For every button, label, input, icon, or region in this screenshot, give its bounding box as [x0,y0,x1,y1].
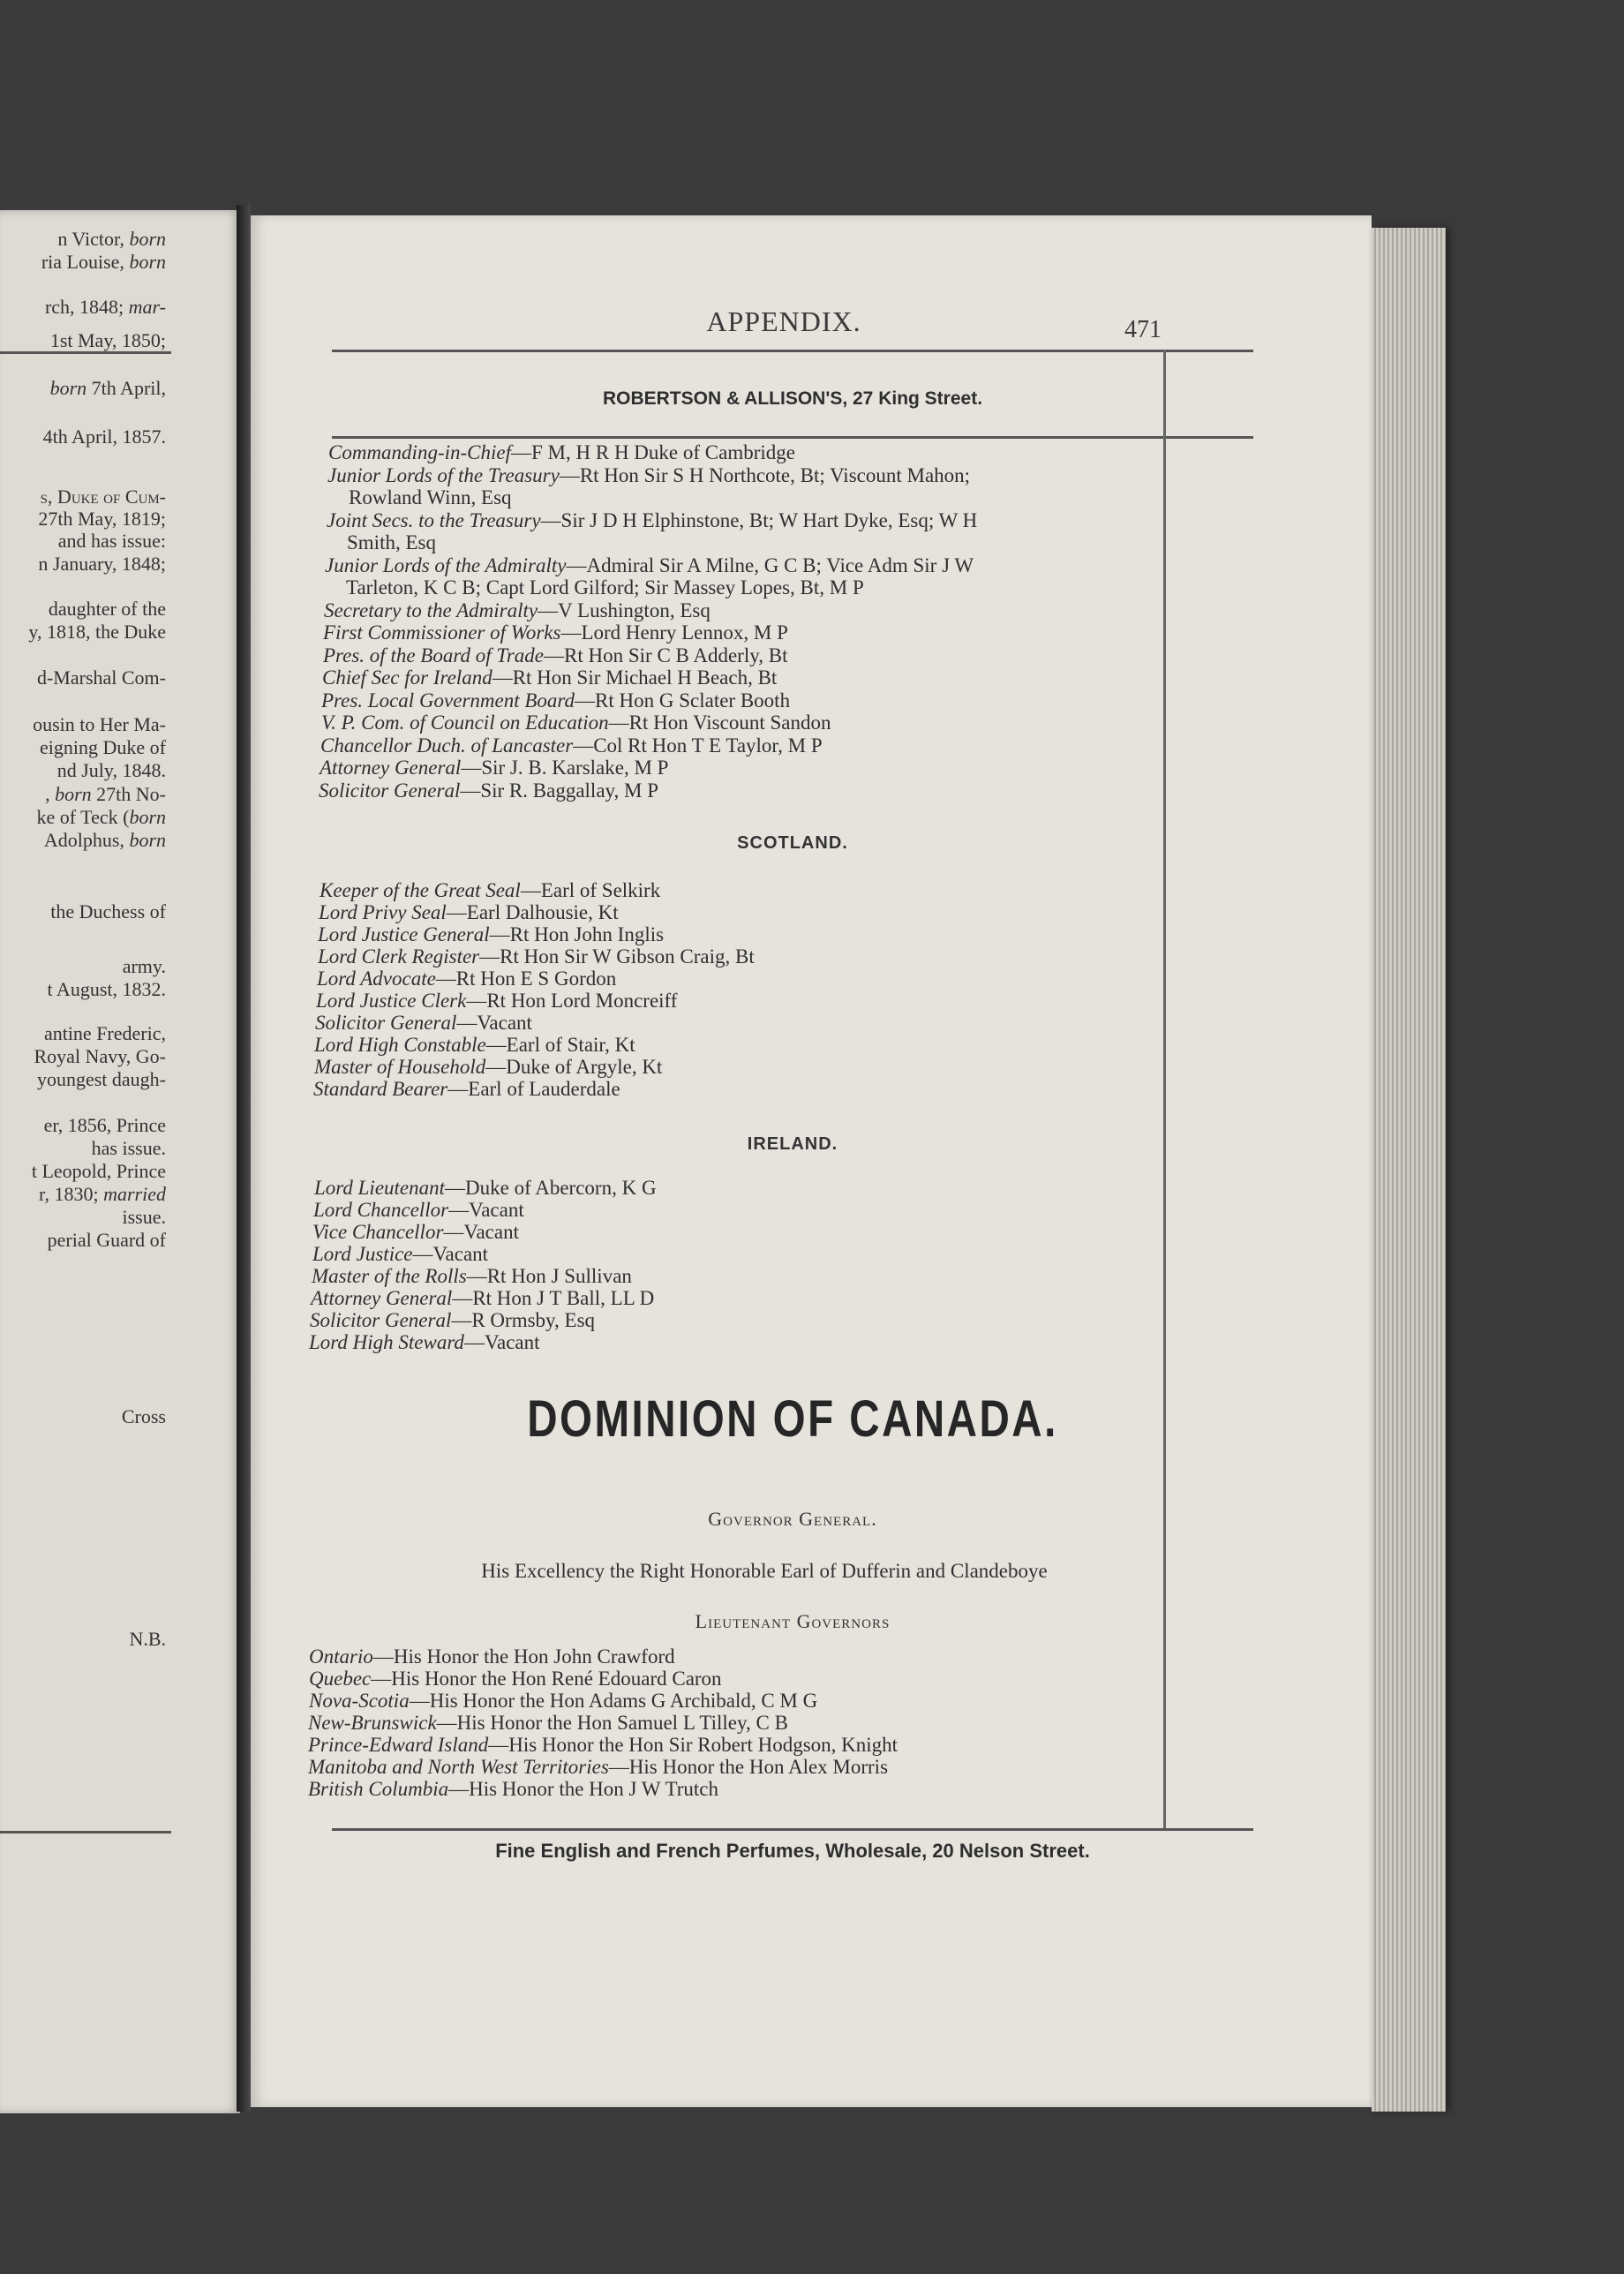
official-entry [309,1331,540,1353]
left-line-tail: 27th No- [91,783,166,805]
dominion-of-canada-title: DOMINION OF CANADA. [527,1390,1058,1448]
office-title: British Columbia [308,1778,449,1800]
office-holder: —Earl Dalhousie, Kt [446,901,619,923]
lieutenant-governors-heading: Lieutenant Governors [695,1610,891,1632]
office-holder: —His Honor the Hon Sir Robert Hodgson, Knight [488,1734,898,1756]
official-entry [320,757,668,779]
left-line-text: the Duchess of [50,900,166,922]
office-title: New-Brunswick [308,1712,437,1734]
left-page-line [41,251,166,274]
office-holder: —Sir J. B. Karslake, M P [461,757,669,779]
official-entry [319,901,619,923]
left-line-text: youngest daugh- [36,1068,166,1090]
left-line-text: army. [122,955,166,977]
left-line-text: rch, 1848; [44,296,129,318]
left-line-italic: born [129,251,166,273]
official-entry [346,576,864,599]
left-line-text: t Leopold, Prince [31,1160,166,1182]
left-page-line [37,666,166,689]
left-page-line [58,530,166,553]
official-entry [308,1756,888,1778]
office-title: Standard Bearer [313,1078,448,1100]
office-title: Solicitor General [319,779,461,802]
left-page-line [129,1628,166,1651]
left-line-text: n January, 1848; [38,553,166,575]
office-holder: Rowland Winn, Esq [349,486,512,508]
official-entry [349,486,512,508]
left-line-text: and has issue: [57,530,166,552]
office-title: Solicitor General [310,1309,452,1331]
office-title: Chief Sec for Ireland [322,666,492,689]
left-page-line [50,900,166,923]
left-line-text: eigning Duke of [40,736,166,758]
left-line-text: daughter of the [48,598,166,620]
page-header-title: APPENDIX. [706,305,861,337]
office-title: Lord High Constable [314,1034,486,1056]
left-page [0,210,240,2113]
official-entry [309,1690,817,1712]
scotland-heading: SCOTLAND. [737,833,848,853]
official-entry [323,621,788,644]
office-title: Pres. of the Board of Trade [323,644,545,666]
official-entry [328,441,795,463]
left-page-line [44,1022,166,1045]
office-holder: Tarleton, K C B; Capt Lord Gilford; Sir Massey Lopes, Bt, M P [346,576,864,599]
left-page-line [45,296,166,319]
official-entry [318,923,664,945]
right-page [251,215,1372,2107]
official-entry [347,531,436,553]
page-edges [1372,228,1446,2112]
left-page-footer-rule [0,1831,171,1834]
office-holder: —His Honor the Hon Adams G Archibald, C M G [409,1690,818,1712]
left-page-line [49,598,166,621]
official-entry [324,599,710,621]
office-title: Commanding-in-Chief [328,441,511,463]
left-page-line [43,425,166,448]
official-entry [318,945,755,968]
official-entry [321,712,831,734]
office-title: Manitoba and North West Territories [308,1756,609,1778]
left-line-italic: born [129,806,166,828]
office-holder: —Rt Hon G Sclater Booth [575,689,791,712]
office-holder: —Vacant [412,1243,489,1265]
left-line-text: has issue. [91,1137,166,1159]
office-holder: —Duke of Argyle, Kt [485,1056,663,1078]
official-entry [315,1012,532,1034]
office-holder: —Lord Henry Lennox, M P [560,621,788,644]
office-title: Master of the Rolls [312,1265,467,1287]
top-advertisement: ROBERTSON & ALLISON'S, 27 King Street. [602,388,983,409]
left-line-italic: born [129,228,166,250]
office-title: Nova-Scotia [309,1690,410,1712]
left-line-text: Adolphus, [43,829,130,851]
official-entry [312,1265,632,1287]
office-title: Lord Privy Seal [319,901,447,923]
office-title: Lord Chancellor [313,1199,449,1221]
left-line-text: t August, 1832. [47,978,166,1000]
left-line-text: er, 1856, Prince [43,1114,166,1136]
office-title: Lord Justice Clerk [316,990,467,1012]
office-holder: —Rt Hon Sir S H Northcote, Bt; Viscount Mahon; [559,463,971,486]
ireland-heading: IRELAND. [747,1134,838,1154]
office-holder: Smith, Esq [347,531,436,553]
office-holder: —Vacant [456,1012,532,1034]
office-holder: —Rt Hon J Sullivan [466,1265,632,1287]
left-page-line [38,553,166,576]
office-title: V. P. Com. of Council on Education [321,712,609,734]
left-page-line [33,713,166,736]
office-holder: —R Ormsby, Esq [451,1309,596,1331]
official-entry [313,1078,620,1100]
office-title: Pres. Local Government Board [321,689,575,712]
left-page-line [39,1183,166,1206]
left-line-text: ria Louise, [41,251,130,273]
office-holder: —Rt Hon Sir W Gibson Craig, Bt [479,945,755,968]
left-line-text: nd July, 1848. [56,759,166,781]
left-line-text: 1st May, 1850; [49,329,166,351]
left-page-line [45,783,166,806]
official-entry [320,879,660,901]
left-line-text: Cross [121,1405,166,1427]
official-entry [314,1177,657,1199]
advert-rule [332,436,1253,439]
left-page-line [50,377,166,400]
left-line-italic: born [55,783,92,805]
left-line-text: Royal Navy, Go- [34,1045,166,1067]
header-rule [332,350,1253,352]
left-page-line [44,1114,166,1137]
page-number: 471 [1124,316,1162,343]
official-entry [308,1734,898,1756]
official-entry [323,644,787,666]
left-page-line [28,621,166,644]
official-entry [321,689,790,712]
left-page-line [34,1045,167,1068]
official-entry [325,554,974,576]
left-line-text: , [45,783,56,805]
left-line-text: issue. [122,1206,166,1228]
office-holder: —Sir J D H Elphinstone, Bt; W Hart Dyke, Esq; W H [540,508,978,531]
official-entry [322,666,777,689]
office-title: Lord Justice [312,1243,413,1265]
official-entry [317,968,616,990]
official-entry [320,734,823,757]
official-entry [312,1243,488,1265]
left-page-line [41,486,166,508]
left-line-italic: married [103,1183,166,1205]
left-line-text: 27th May, 1819; [38,508,166,530]
left-page-line [44,829,166,852]
left-line-smallcaps: s, Duke of Cum- [40,486,166,508]
office-holder: —Rt Hon E S Gordon [435,968,617,990]
office-title: Prince-Edward Island [308,1734,489,1756]
official-entry [309,1645,675,1668]
official-entry [314,1034,635,1056]
office-title: Lord Advocate [317,968,436,990]
office-title: Master of Household [314,1056,486,1078]
office-holder: —Rt Hon Viscount Sandon [608,712,831,734]
office-holder: —Earl of Selkirk [520,879,661,901]
office-title: Lord High Steward [309,1331,464,1353]
left-line-text: perial Guard of [47,1229,166,1251]
office-title: Attorney General [311,1287,453,1309]
office-holder: —V Lushington, Esq [538,599,710,621]
office-holder: —Col Rt Hon T E Taylor, M P [573,734,823,757]
governor-general-heading: Governor General. [708,1508,877,1530]
left-line-text: d-Marshal Com- [36,666,166,689]
office-title: Lord Justice General [318,923,490,945]
left-line-italic: mar- [128,296,166,318]
office-title: Joint Secs. to the Treasury [327,508,541,531]
office-holder: —Earl of Lauderdale [447,1078,620,1100]
office-holder: —F M, H R H Duke of Cambridge [511,441,795,463]
official-entry [311,1287,654,1309]
left-page-line [48,1229,166,1252]
left-page-line [32,1160,166,1183]
left-line-text: r, 1830; [39,1183,104,1205]
left-page-line [40,736,166,759]
office-holder: —Rt Hon John Inglis [489,923,665,945]
official-entry [309,1668,722,1690]
office-holder: —His Honor the Hon J W Trutch [448,1778,718,1800]
official-entry [310,1309,595,1331]
office-holder: —Admiral Sir A Milne, G C B; Vice Adm Sir J W [566,553,974,576]
office-title: Junior Lords of the Treasury [327,463,560,486]
left-line-text: N.B. [129,1628,166,1650]
left-page-line [37,1068,166,1091]
official-entry [312,1221,519,1243]
left-page-line [50,329,166,352]
office-holder: —His Honor the Hon Alex Morris [608,1756,889,1778]
left-page-line [123,1206,167,1229]
office-title: Attorney General [320,757,462,779]
office-title: First Commissioner of Works [323,621,561,644]
governor-general-text: His Excellency the Right Honorable Earl of Dufferin and Clandeboye [481,1560,1048,1582]
left-line-italic: born [49,377,87,399]
footer-rule [332,1828,1253,1831]
official-entry [319,779,658,802]
book-gutter [237,205,251,2112]
office-holder: —Duke of Abercorn, K G [445,1177,657,1199]
office-holder: —His Honor the Hon Samuel L Tilley, C B [436,1712,788,1734]
official-entry [316,990,677,1012]
office-title: Keeper of the Great Seal [320,879,521,901]
office-title: Vice Chancellor [312,1221,444,1243]
office-holder: —Rt Hon Sir C B Adderly, Bt [544,644,788,666]
left-page-line [48,978,166,1001]
official-entry [314,1056,662,1078]
left-line-text: y, 1818, the Duke [28,621,166,643]
office-holder: —Vacant [443,1221,519,1243]
official-entry [308,1712,788,1734]
office-title: Solicitor General [315,1012,457,1034]
left-line-italic: born [129,829,166,851]
official-entry [308,1778,718,1800]
left-line-text: ousin to Her Ma- [33,713,166,735]
office-holder: —Rt Hon Lord Moncreiff [466,990,678,1012]
official-entry [327,509,977,531]
office-holder: —His Honor the Hon René Edouard Caron [371,1668,722,1690]
office-holder: —Vacant [463,1331,540,1353]
office-holder: —His Honor the Hon John Crawford [372,1645,675,1668]
left-page-line [123,955,166,978]
office-holder: —Rt Hon Sir Michael H Beach, Bt [492,666,778,689]
left-page-line [57,759,166,782]
office-holder: —Rt Hon J T Ball, LL D [452,1287,655,1309]
left-line-tail: 7th April, [86,377,166,399]
office-title: Lord Clerk Register [318,945,480,968]
office-title: Chancellor Duch. of Lancaster [320,734,574,757]
official-entry [313,1199,524,1221]
official-entry [327,464,970,486]
right-border-rule [1163,350,1166,1828]
left-line-text: antine Frederic, [43,1022,166,1044]
office-holder: —Earl of Stair, Kt [485,1034,635,1056]
left-page-line [36,806,166,829]
left-page-line [38,508,166,531]
left-line-text: 4th April, 1857. [42,425,166,448]
left-page-line [122,1405,166,1428]
office-title: Ontario [309,1645,373,1668]
left-line-text: ke of Teck ( [36,806,130,828]
office-holder: —Sir R. Baggallay, M P [460,779,659,802]
office-holder: —Vacant [448,1199,524,1221]
office-title: Secretary to the Admiralty [324,599,538,621]
office-title: Lord Lieutenant [314,1177,446,1199]
left-page-line [57,228,166,251]
bottom-advertisement: Fine English and French Perfumes, Wholesale, 20 Nelson Street. [495,1840,1090,1862]
left-line-text: n Victor, [57,228,130,250]
office-title: Junior Lords of the Admiralty [325,553,567,576]
office-title: Quebec [309,1668,372,1690]
left-page-line [92,1137,166,1160]
